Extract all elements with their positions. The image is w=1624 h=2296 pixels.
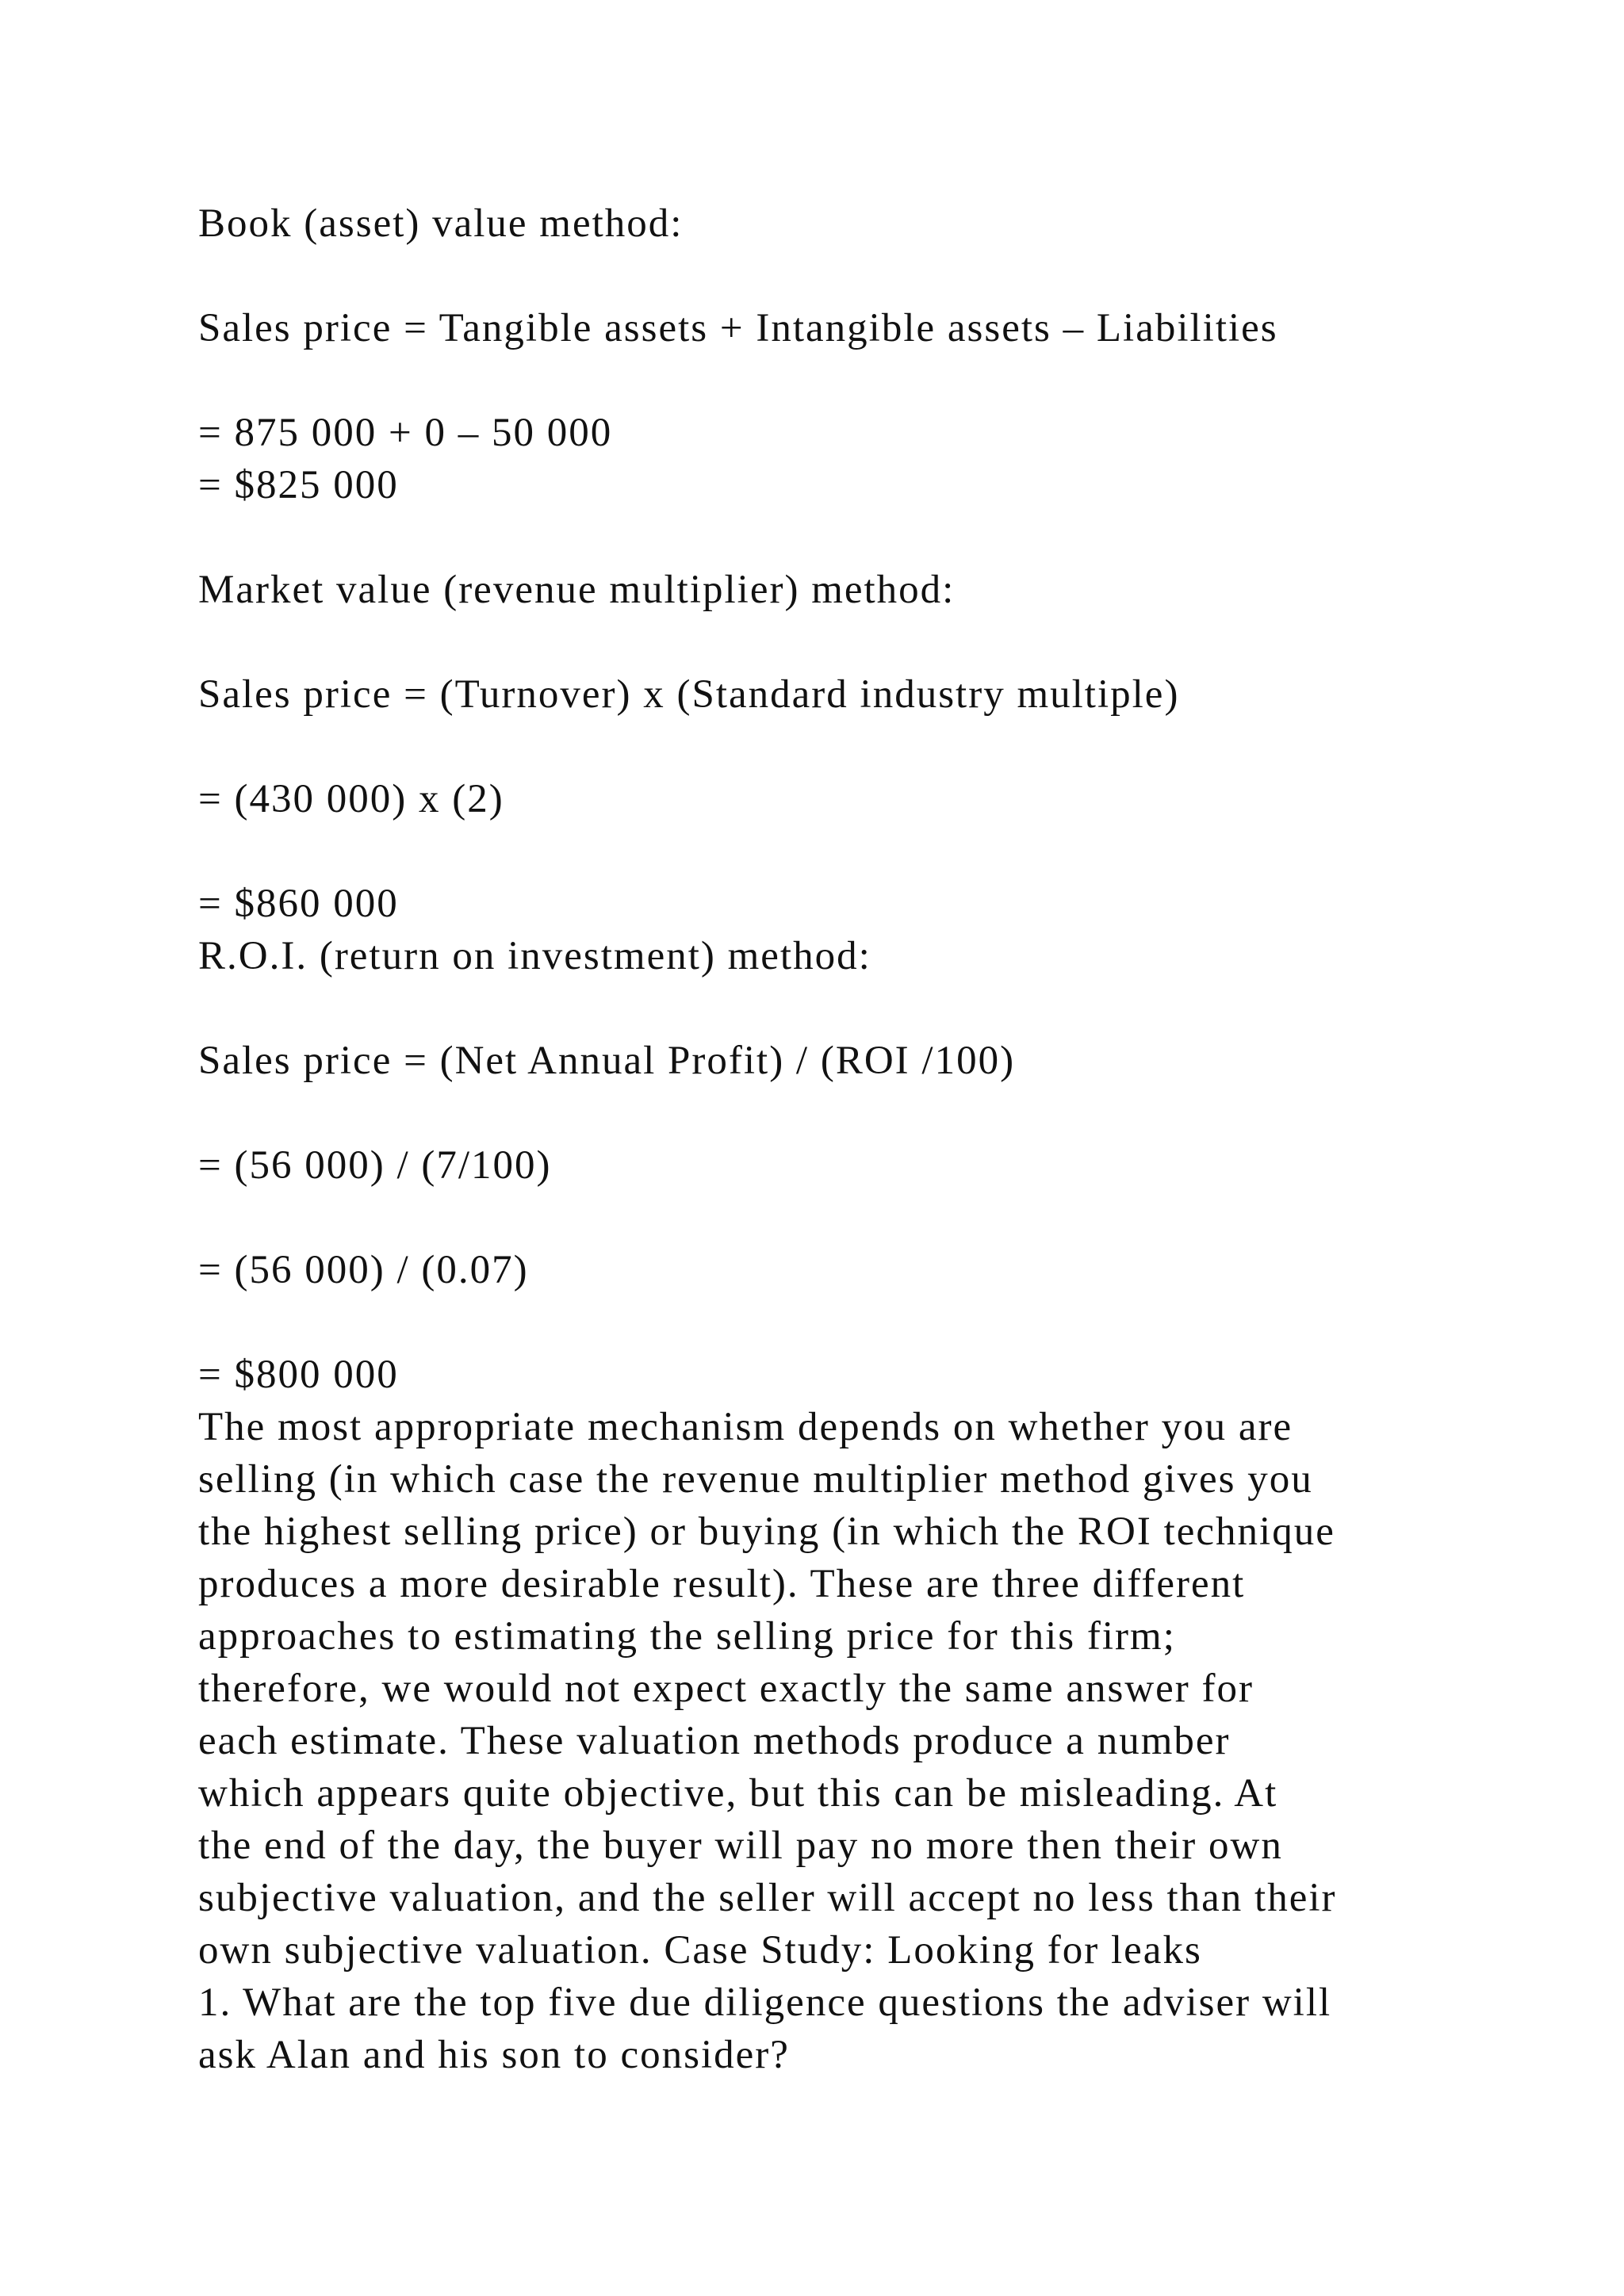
paragraph-line: which appears quite objective, but this can be misleading. At: [198, 1771, 1278, 1816]
market-value-result: = $860 000: [198, 882, 399, 926]
market-value-formula: Sales price = (Turnover) x (Standard industry multiple): [198, 672, 1180, 717]
market-value-calculation: = (430 000) x (2): [198, 777, 504, 821]
paragraph-line: produces a more desirable result). These are three different: [198, 1562, 1246, 1606]
book-value-heading: Book (asset) value method:: [198, 201, 684, 246]
question-line: 1. What are the top five due diligence questions the adviser will: [198, 1980, 1332, 2025]
paragraph-line: own subjective valuation. Case Study: Looking for leaks: [198, 1928, 1202, 1973]
book-value-result: = $825 000: [198, 463, 399, 507]
roi-calculation-step-2: = (56 000) / (0.07): [198, 1248, 529, 1292]
roi-result: = $800 000: [198, 1353, 399, 1397]
roi-calculation-step-1: = (56 000) / (7/100): [198, 1143, 552, 1188]
book-value-calculation: = 875 000 + 0 – 50 000: [198, 411, 613, 455]
question-line: ask Alan and his son to consider?: [198, 2033, 790, 2077]
paragraph-line: approaches to estimating the selling price for this firm;: [198, 1614, 1176, 1659]
paragraph-line: selling (in which case the revenue multiplier method gives you: [198, 1457, 1313, 1502]
paragraph-line: the highest selling price) or buying (in which the ROI technique: [198, 1510, 1335, 1554]
paragraph-line: The most appropriate mechanism depends on whether you are: [198, 1405, 1293, 1449]
roi-formula: Sales price = (Net Annual Profit) / (ROI /100): [198, 1039, 1016, 1083]
paragraph-line: subjective valuation, and the seller will accept no less than their: [198, 1876, 1337, 1920]
roi-heading: R.O.I. (return on investment) method:: [198, 934, 871, 978]
book-value-formula: Sales price = Tangible assets + Intangible assets – Liabilities: [198, 306, 1278, 350]
paragraph-line: therefore, we would not expect exactly the same answer for: [198, 1667, 1254, 1711]
market-value-heading: Market value (revenue multiplier) method:: [198, 568, 956, 612]
paragraph-line: each estimate. These valuation methods produce a number: [198, 1719, 1231, 1763]
paragraph-line: the end of the day, the buyer will pay no more then their own: [198, 1823, 1283, 1868]
